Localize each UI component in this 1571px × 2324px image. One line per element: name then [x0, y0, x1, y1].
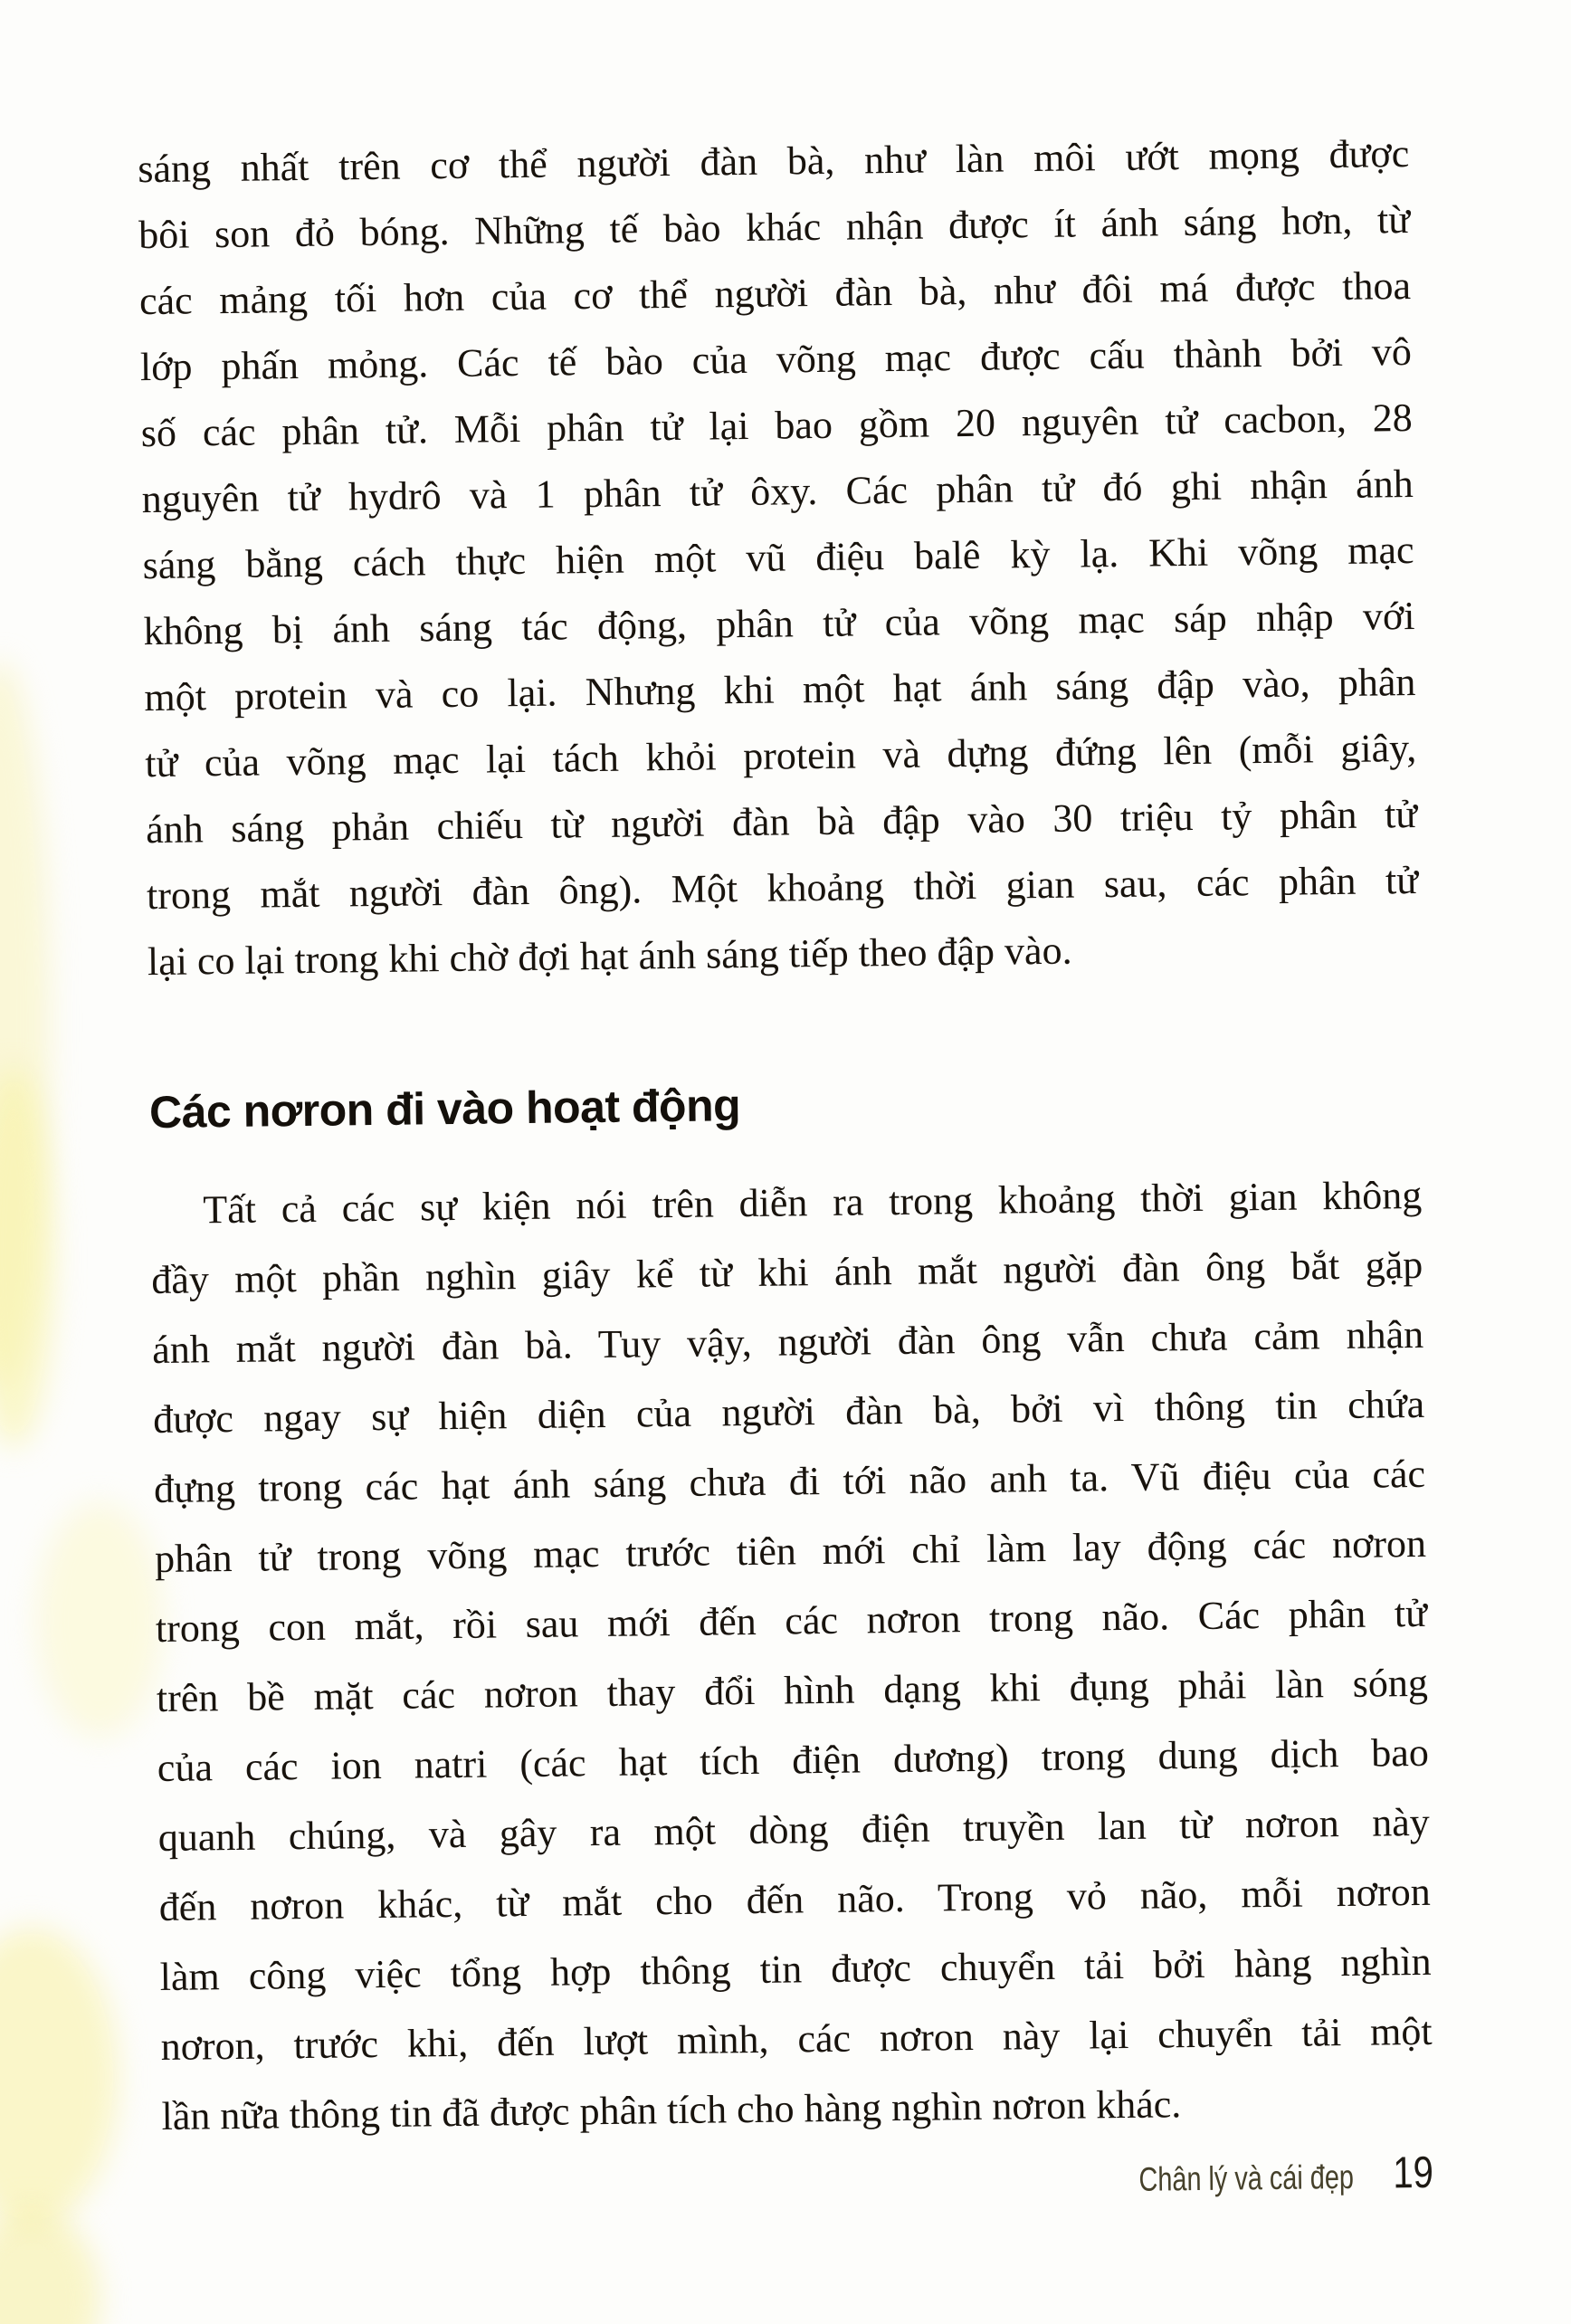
text-line: nơron, trước khi, đến lượt mình, các nơron này lại chuyển tải một — [160, 2008, 1433, 2069]
text-line: Tất cả các sự kiện nói trên diễn ra trong khoảng thời gian không — [203, 1172, 1423, 1233]
text-line: được ngay sự hiện diện của người đàn bà, bởi vì thông tin chứa — [152, 1381, 1425, 1443]
text-line: của các ion natri (các hạt tích điện dương) trong dung dịch bao — [157, 1729, 1430, 1791]
text-line: đầy một phần nghìn giây kể từ khi ánh mắt người đàn ông bắt gặp — [150, 1242, 1423, 1303]
text-line: trên bề mặt các nơron thay đổi hình dạng khi đụng phải làn sóng — [156, 1660, 1429, 1721]
text-line: một protein và co lại. Nhưng khi một hạt ánh sáng đập vào, phân — [144, 659, 1416, 720]
text-line: lần nữa thông tin đã được phân tích cho hàng nghìn nơron khác. — [161, 2081, 1182, 2138]
text-line: lớp phấn mỏng. Các tế bào của võng mạc được cấu thành bởi vô — [139, 329, 1413, 390]
text-line: lại co lại trong khi chờ đợi hạt ánh sáng tiếp theo đập vào. — [147, 928, 1072, 985]
text-line: đựng trong các hạt ánh sáng chưa đi tới não anh ta. Vũ điệu của các — [153, 1451, 1426, 1512]
text-line: số các phân tử. Mỗi phân tử lại bao gồm 20 nguyên tử cacbon, 28 — [140, 395, 1414, 456]
text-line: tử của võng mạc lại tách khỏi protein và dựng đứng lên (mỗi giây, — [145, 725, 1417, 786]
text-line: không bị ánh sáng tác động, phân tử của võng mạc sáp nhập với — [143, 593, 1415, 654]
footer-page-number: 19 — [1393, 2148, 1434, 2198]
page-footer — [162, 2148, 1434, 2214]
text-line: sáng nhất trên cơ thể người đàn bà, như làn môi ướt mọng được — [137, 130, 1410, 192]
text-line: ánh mắt người đàn bà. Tuy vậy, người đàn ông vẫn chưa cảm nhận — [151, 1311, 1424, 1373]
text-line: sáng bằng cách thực hiện một vũ điệu balê kỳ lạ. Khi võng mạc — [142, 527, 1414, 588]
text-line: các mảng tối hơn của cơ thể người đàn bà, như đôi má được thoa — [138, 262, 1412, 324]
text-line: ánh sáng phản chiếu từ người đàn bà đập vào 30 triệu tỷ phân tử — [145, 791, 1418, 852]
text-line: trong mắt người đàn ông). Một khoảng thời gian sau, các phân tử — [146, 857, 1419, 919]
paragraph-2 — [150, 1160, 1433, 2151]
footer-running-title: Chân lý và cái đẹp — [1138, 2157, 1355, 2198]
text-line: làm công việc tổng hợp thông tin được chuyển tải bởi hàng nghìn — [159, 1938, 1432, 2000]
text-line: nguyên tử hydrô và 1 phân tử ôxy. Các phân tử đó ghi nhận ánh — [141, 461, 1414, 522]
text-line: trong con mắt, rồi sau mới đến các nơron trong não. Các phân tử — [155, 1590, 1428, 1652]
text-line: bôi son đỏ bóng. Những tế bào khác nhận được ít ánh sáng hơn, từ — [138, 196, 1411, 258]
text-line: phân tử trong võng mạc trước tiên mới chỉ làm lay động các nơron — [154, 1520, 1427, 1582]
section-heading: Các nơron đi vào hoạt động — [148, 1080, 741, 1138]
paragraph-1 — [138, 120, 1419, 995]
text-line: đến nơron khác, từ mắt cho đến não. Trong vỏ não, mỗi nơron — [158, 1869, 1431, 1930]
text-line: quanh chúng, và gây ra một dòng điện truyền lan từ nơron này — [157, 1799, 1431, 1861]
